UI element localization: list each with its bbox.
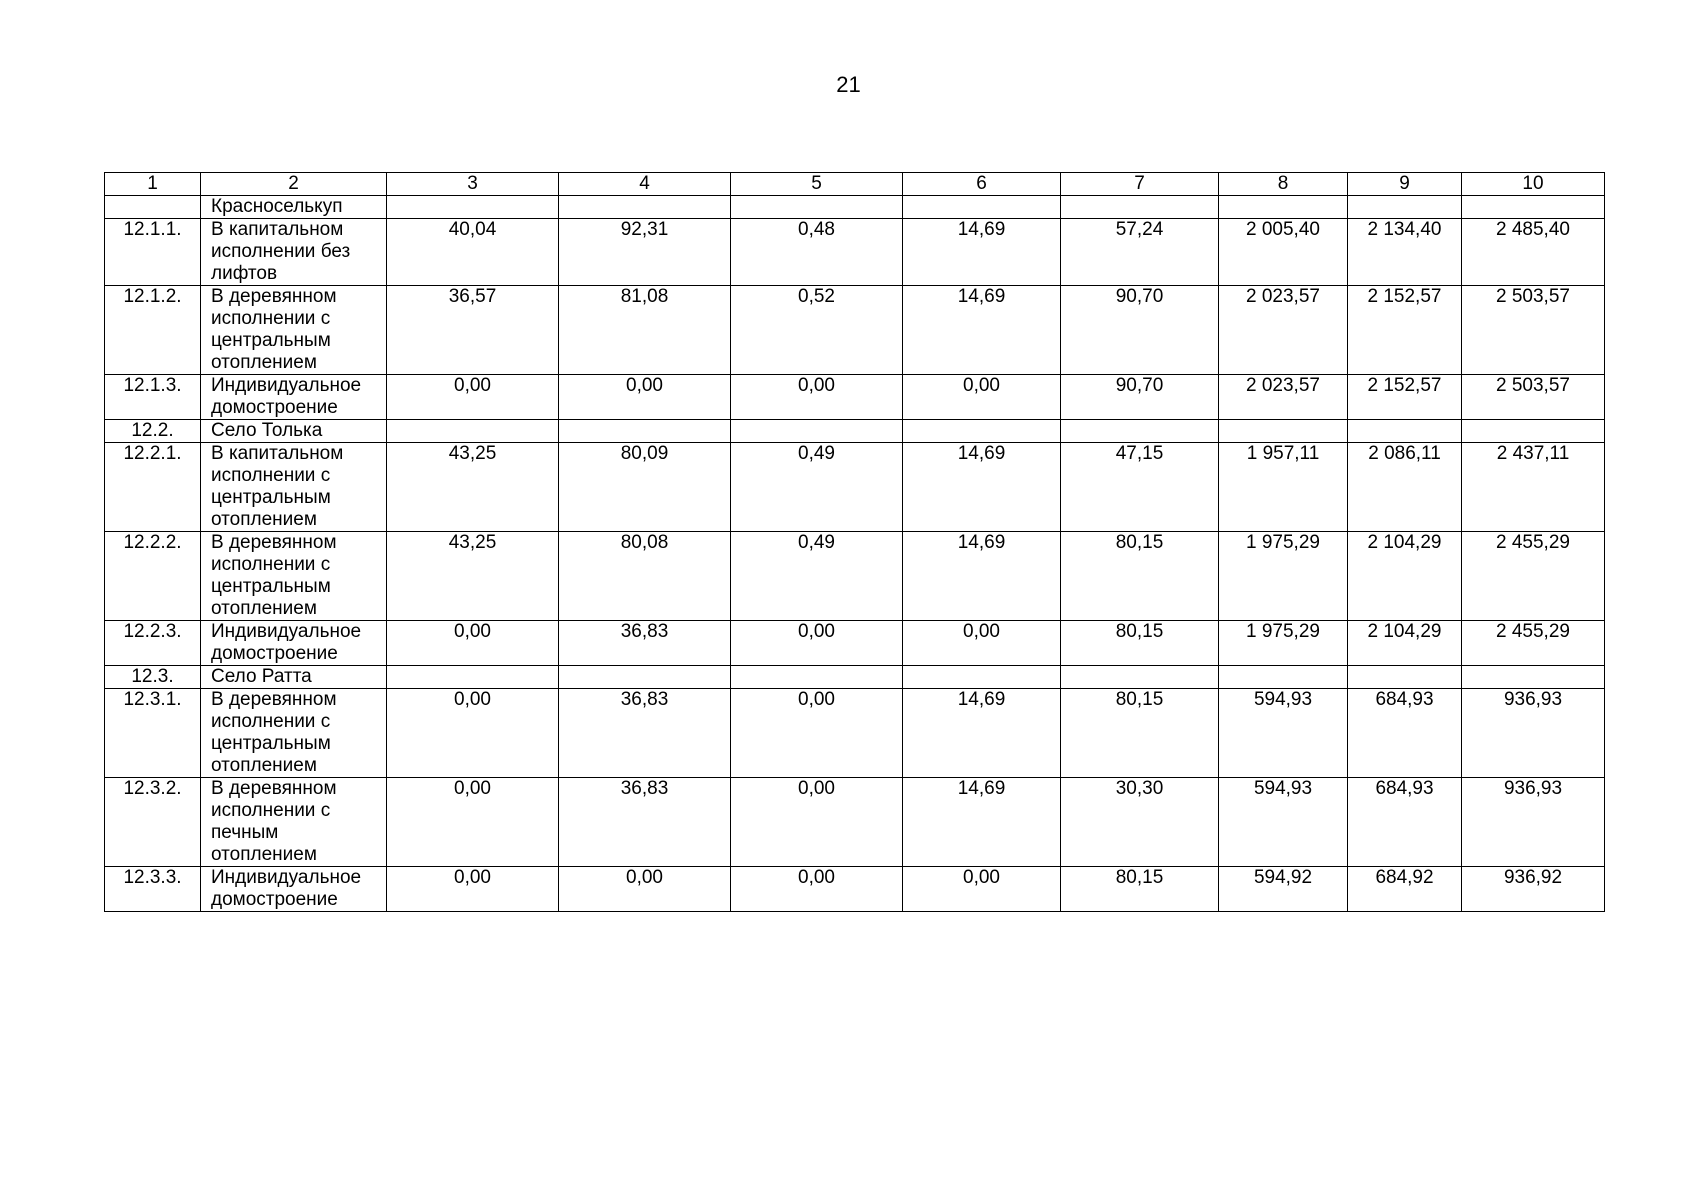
table-cell [731,666,903,689]
row-number: 12.1.1. [105,219,201,286]
table-cell: 80,15 [1061,621,1219,666]
table-cell: 80,15 [1061,867,1219,912]
table-cell: 36,57 [387,286,559,375]
table-row [105,778,1605,867]
table-cell: 684,92 [1348,867,1462,912]
table-cell: 0,49 [731,443,903,532]
row-number: 12.2.2. [105,532,201,621]
table-row [105,621,1605,666]
table-cell: 90,70 [1061,375,1219,420]
table-cell [903,666,1061,689]
table-cell: 43,25 [387,532,559,621]
table-cell: 936,92 [1462,867,1605,912]
table-cell: 0,00 [731,778,903,867]
table-cell: 14,69 [903,286,1061,375]
row-number: 12.1.3. [105,375,201,420]
table-cell [1462,420,1605,443]
header-cell: 8 [1219,173,1348,196]
row-number [105,196,201,219]
table-cell: 43,25 [387,443,559,532]
table-cell [387,420,559,443]
row-name: В деревянном исполнении с центральным отоплением [201,689,387,778]
table-cell [387,666,559,689]
table-cell [1219,420,1348,443]
table-cell: 0,49 [731,532,903,621]
row-name: В деревянном исполнении с центральным отоплением [201,286,387,375]
table-cell: 2 503,57 [1462,375,1605,420]
table-cell: 80,15 [1061,532,1219,621]
table-cell [559,666,731,689]
tariff-table [104,172,1605,912]
table-cell: 2 104,29 [1348,532,1462,621]
table-cell: 684,93 [1348,689,1462,778]
table-row [105,420,1605,443]
row-number: 12.3.1. [105,689,201,778]
table-cell [559,420,731,443]
row-name: Село Толька [201,420,387,443]
table-cell: 14,69 [903,443,1061,532]
table-cell [387,196,559,219]
table-cell: 0,00 [731,689,903,778]
row-name: В капитальном исполнении без лифтов [201,219,387,286]
table-cell [1061,420,1219,443]
table-cell [903,420,1061,443]
table-cell: 0,00 [731,375,903,420]
table-cell: 2 152,57 [1348,375,1462,420]
table-cell: 80,08 [559,532,731,621]
table-cell: 57,24 [1061,219,1219,286]
table-cell: 2 104,29 [1348,621,1462,666]
table-cell: 1 957,11 [1219,443,1348,532]
header-cell: 7 [1061,173,1219,196]
table-cell [903,196,1061,219]
table-cell: 1 975,29 [1219,532,1348,621]
row-name: Село Ратта [201,666,387,689]
table-cell: 36,83 [559,778,731,867]
table-cell [1348,196,1462,219]
table-cell: 594,93 [1219,689,1348,778]
table-cell: 2 023,57 [1219,375,1348,420]
table-cell [731,196,903,219]
table-cell: 0,00 [387,621,559,666]
table-cell: 2 455,29 [1462,532,1605,621]
row-name: Индивидуальное домостроение [201,621,387,666]
row-name: Индивидуальное домостроение [201,867,387,912]
table-cell: 0,00 [731,867,903,912]
table-cell: 936,93 [1462,689,1605,778]
table-cell: 30,30 [1061,778,1219,867]
table-row [105,867,1605,912]
table-cell [1061,196,1219,219]
table-header-row [105,173,1605,196]
table-cell: 1 975,29 [1219,621,1348,666]
table-cell: 0,00 [903,375,1061,420]
row-number: 12.2. [105,420,201,443]
table-cell [731,420,903,443]
table-cell: 14,69 [903,219,1061,286]
row-name: Индивидуальное домостроение [201,375,387,420]
row-name: В деревянном исполнении с центральным отоплением [201,532,387,621]
table-cell: 0,00 [731,621,903,666]
table-cell: 0,48 [731,219,903,286]
table-cell: 81,08 [559,286,731,375]
table-cell: 594,93 [1219,778,1348,867]
table-cell: 47,15 [1061,443,1219,532]
table-cell: 2 152,57 [1348,286,1462,375]
table-cell: 92,31 [559,219,731,286]
table-row [105,532,1605,621]
table-row [105,443,1605,532]
table-row [105,219,1605,286]
row-number: 12.3.2. [105,778,201,867]
table-cell: 0,00 [387,375,559,420]
table-cell [559,196,731,219]
row-name: В деревянном исполнении с печным отоплением [201,778,387,867]
table-cell: 14,69 [903,778,1061,867]
table-row [105,666,1605,689]
table-cell: 90,70 [1061,286,1219,375]
table-cell: 14,69 [903,689,1061,778]
row-number: 12.1.2. [105,286,201,375]
table-cell [1219,666,1348,689]
table-row [105,286,1605,375]
table-cell: 2 455,29 [1462,621,1605,666]
table-cell [1061,666,1219,689]
row-name: Красноселькуп [201,196,387,219]
table-cell: 2 437,11 [1462,443,1605,532]
header-cell: 10 [1462,173,1605,196]
row-number: 12.3. [105,666,201,689]
header-cell: 3 [387,173,559,196]
table-cell: 40,04 [387,219,559,286]
table-cell: 0,52 [731,286,903,375]
page-number: 21 [836,72,861,97]
table-cell: 80,15 [1061,689,1219,778]
table-cell: 0,00 [387,867,559,912]
table-cell: 2 134,40 [1348,219,1462,286]
row-number: 12.2.1. [105,443,201,532]
table-cell [1219,196,1348,219]
table-cell: 2 023,57 [1219,286,1348,375]
row-number: 12.2.3. [105,621,201,666]
table-row [105,689,1605,778]
row-number: 12.3.3. [105,867,201,912]
header-cell: 6 [903,173,1061,196]
table-cell: 936,93 [1462,778,1605,867]
row-name: В капитальном исполнении с центральным отоплением [201,443,387,532]
table-cell: 2 005,40 [1219,219,1348,286]
table-cell: 684,93 [1348,778,1462,867]
table-row [105,375,1605,420]
table-cell [1348,420,1462,443]
table-cell [1462,666,1605,689]
table-cell: 36,83 [559,621,731,666]
table-cell: 0,00 [903,867,1061,912]
header-cell: 9 [1348,173,1462,196]
table-cell: 2 503,57 [1462,286,1605,375]
table-cell: 594,92 [1219,867,1348,912]
table-cell: 0,00 [559,867,731,912]
table-cell: 2 086,11 [1348,443,1462,532]
table-cell: 14,69 [903,532,1061,621]
table-cell: 0,00 [387,778,559,867]
header-cell: 1 [105,173,201,196]
table-row [105,196,1605,219]
table-cell: 0,00 [903,621,1061,666]
table-cell: 0,00 [387,689,559,778]
table-cell [1462,196,1605,219]
table-cell: 2 485,40 [1462,219,1605,286]
table-cell: 80,09 [559,443,731,532]
header-cell: 2 [201,173,387,196]
header-cell: 5 [731,173,903,196]
table-cell [1348,666,1462,689]
table-cell: 36,83 [559,689,731,778]
table-cell: 0,00 [559,375,731,420]
header-cell: 4 [559,173,731,196]
